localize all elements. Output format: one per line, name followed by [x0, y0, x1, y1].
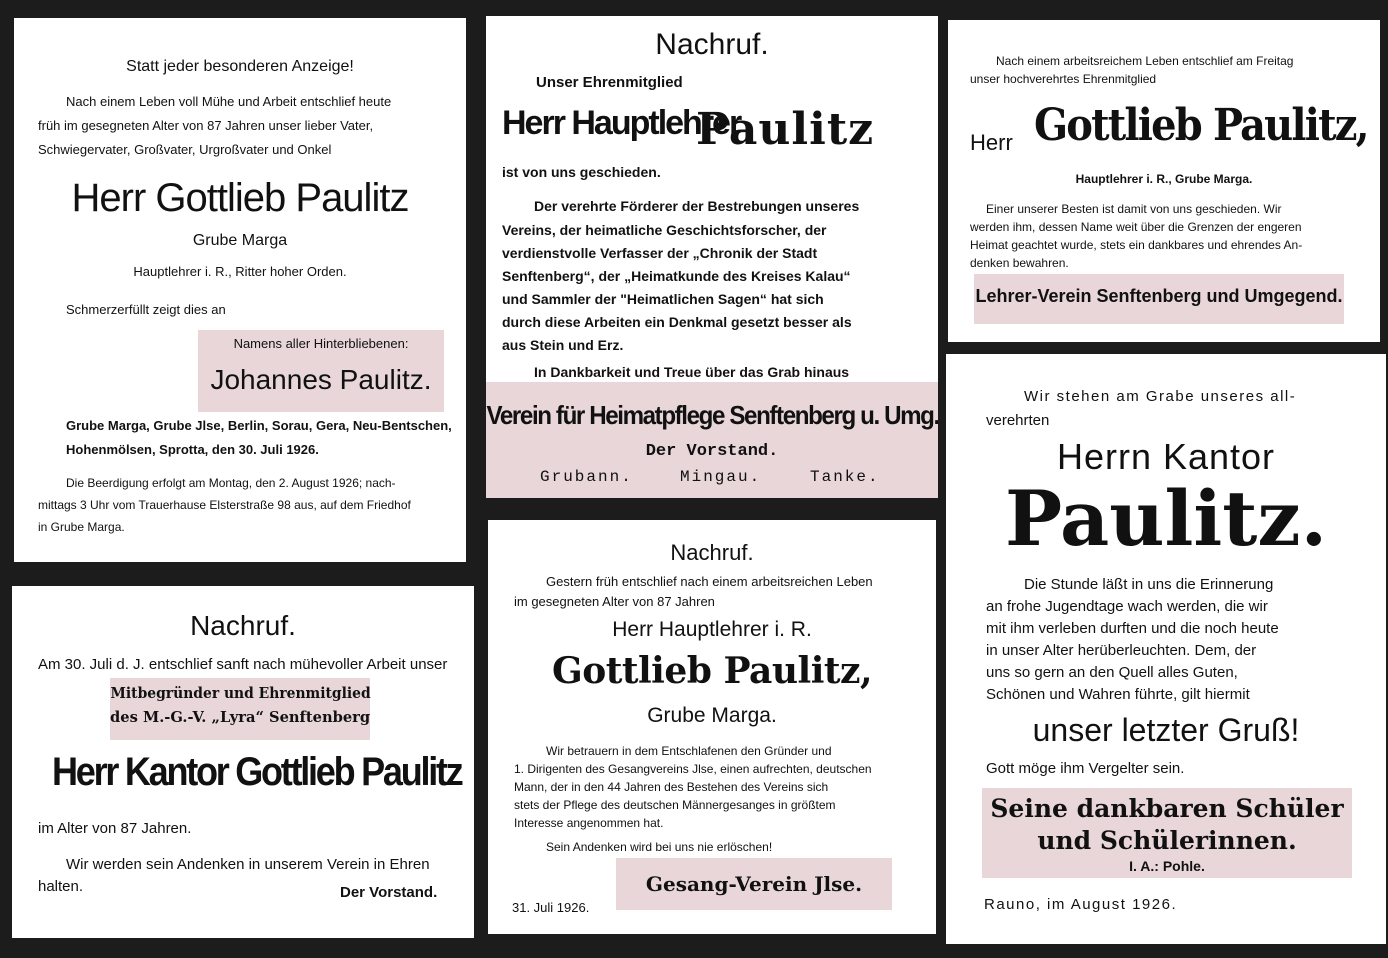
- intro-line: Schwiegervater, Großvater, Urgroßvater und Onkel: [38, 142, 332, 157]
- signer-name: Johannes Paulitz.: [210, 364, 432, 395]
- obituary-gesangverein: [488, 520, 936, 934]
- body-line: durch diese Arbeiten ein Denkmal gesetzt besser als: [502, 314, 852, 330]
- deceased-name: Gottlieb Paulitz,: [1034, 100, 1368, 151]
- announce-line: Schmerzerfüllt zeigt dies an: [66, 302, 226, 317]
- rank: Hauptlehrer i. R., Grube Marga.: [1075, 172, 1253, 186]
- deceased-name: Gottlieb Paulitz,: [551, 650, 873, 692]
- places-line: Hohenmölsen, Sprotta, den 30. Juli 1926.: [66, 442, 319, 457]
- body-line: Interesse angenommen hat.: [514, 816, 664, 830]
- herrn-kantor: Herrn Kantor: [1056, 436, 1276, 477]
- greeting-line: unser letzter Gruß!: [1032, 712, 1300, 748]
- intro-line: Nach einem Leben voll Mühe und Arbeit entschlief heute: [66, 94, 392, 109]
- board-line: Der Vorstand.: [645, 442, 779, 461]
- club-name: Lehrer-Verein Senftenberg und Umgegend.: [975, 286, 1343, 306]
- signer: Grubann.: [540, 468, 633, 486]
- intro-line: Nach einem arbeitsreichem Leben entschlief am Freitag: [996, 54, 1294, 68]
- rank: Herr Hauptlehrer i. R.: [612, 618, 812, 641]
- gone-line: ist von uns geschieden.: [502, 164, 661, 180]
- body-line: denken bewahren.: [970, 256, 1069, 270]
- body-line: aus Stein und Erz.: [502, 337, 624, 353]
- nachruf-title: Nachruf.: [190, 610, 296, 641]
- body-line: Wir betrauern in dem Entschlafenen den Gründer und: [546, 744, 832, 758]
- body-line: Einer unserer Besten ist damit von uns geschieden. Wir: [986, 202, 1282, 216]
- places-line: Grube Marga, Grube Jlse, Berlin, Sorau, Gera, Neu-Bentschen,: [66, 418, 452, 433]
- funeral-line: Die Beerdigung erfolgt am Montag, den 2. August 1926; nach-: [66, 476, 396, 490]
- thanks-line: In Dankbarkeit und Treue über das Grab hinaus: [534, 364, 850, 380]
- obituary-students: [946, 354, 1386, 944]
- funeral-line: in Grube Marga.: [38, 520, 125, 534]
- place: Grube Marga: [192, 232, 288, 249]
- rank: Hauptlehrer i. R., Ritter hoher Orden.: [133, 264, 347, 279]
- body-line: werden ihm, dessen Name weit über die Grenzen der engeren: [970, 220, 1302, 234]
- ia-line: I. A.: Pohle.: [1129, 858, 1205, 874]
- place: Grube Marga.: [647, 704, 777, 727]
- name-right: Paulitz: [696, 104, 875, 155]
- herr-label: Herr: [970, 130, 1013, 155]
- intro-line: früh im gesegneten Alter von 87 Jahren unser lieber Vater,: [38, 118, 374, 133]
- intro-line: Am 30. Juli d. J. entschlief sanft nach mühevoller Arbeit unser: [38, 656, 448, 673]
- age-line: im Alter von 87 Jahren.: [38, 820, 192, 837]
- name-left: Herr Hauptlehrer: [502, 104, 741, 142]
- body-line: Die Stunde läßt in uns die Erinnerung: [1024, 576, 1274, 593]
- deceased-name: Herr Gottlieb Paulitz: [71, 176, 409, 220]
- announcement-title: Statt jeder besonderen Anzeige!: [126, 58, 354, 75]
- funeral-line: mittags 3 Uhr vom Trauerhause Elsterstraße 98 aus, auf dem Friedhof: [38, 498, 411, 512]
- body-line: Senftenberg“, der „Heimatkunde des Kreises Kalau“: [502, 268, 851, 284]
- body-line: verdienstvolle Verfasser der „Chronik der Stadt: [502, 245, 818, 261]
- students-line: Seine dankbaren Schüler: [990, 794, 1344, 823]
- body-line: Vereins, der heimatliche Geschichtsforscher, der: [502, 222, 827, 238]
- god-line: Gott möge ihm Vergelter sein.: [986, 760, 1185, 777]
- body-line: in unser Alter herüberleuchten. Dem, der: [986, 642, 1257, 659]
- date-line: 31. Juli 1926.: [512, 900, 590, 915]
- place-date-line: Rauno, im August 1926.: [984, 896, 1178, 913]
- body-line: uns so gern an den Quell alles Guten,: [986, 664, 1238, 681]
- board-line: Der Vorstand.: [340, 884, 438, 901]
- intro-line: Gestern früh entschlief nach einem arbeitsreichen Leben: [546, 574, 873, 589]
- member-line: Unser Ehrenmitglied: [536, 74, 683, 91]
- nachruf-title: Nachruf.: [655, 28, 769, 61]
- obituary-lyra: [12, 586, 474, 938]
- intro-line: im gesegneten Alter von 87 Jahren: [514, 594, 715, 609]
- body-line: mit ihm verleben durften und die noch heute: [986, 620, 1279, 637]
- body-line: Der verehrte Förderer der Bestrebungen unseres: [534, 198, 860, 214]
- intro-line: verehrten: [986, 412, 1050, 429]
- deceased-name: Herr Kantor Gottlieb Paulitz: [52, 750, 462, 794]
- body-line: Wir werden sein Andenken in unserem Verein in Ehren: [66, 856, 430, 873]
- nachruf-title: Nachruf.: [670, 540, 754, 565]
- body-line: Schönen und Wahren führte, gilt hiermit: [986, 686, 1250, 703]
- body-line: Mann, der in den 44 Jahren des Bestehen des Vereins sich: [514, 780, 829, 794]
- deceased-name: Paulitz.: [1004, 474, 1328, 563]
- obituary-family: [14, 18, 466, 562]
- students-line: und Schülerinnen.: [1037, 826, 1297, 855]
- intro-line: unser hochverehrtes Ehrenmitglied: [970, 72, 1157, 86]
- intro-line: Wir stehen am Grabe unseres all-: [1024, 388, 1297, 405]
- memory-line: Sein Andenken wird bei uns nie erlöschen!: [546, 840, 773, 854]
- signer: Tanke.: [810, 468, 880, 486]
- club-name: Gesang-Verein Jlse.: [645, 872, 863, 896]
- obituary-lehrerverein: [948, 20, 1380, 342]
- body-line: und Sammler der "Heimatlichen Sagen“ hat sich: [502, 291, 824, 307]
- namens-line: Namens aller Hinterbliebenen:: [233, 336, 409, 351]
- body-line: Heimat geachtet wurde, stets ein dankbares und ehrendes An-: [970, 238, 1303, 252]
- obituary-heimatpflege: [486, 16, 938, 498]
- body-line: an frohe Jugendtage wach werden, die wir: [986, 598, 1268, 615]
- body-line: stets der Pflege des deutschen Männergesanges in größtem: [514, 798, 836, 812]
- body-line: halten.: [38, 878, 84, 895]
- role-line: Mitbegründer und Ehrenmitglied: [110, 684, 371, 702]
- club-name: Verein für Heimatpflege Senftenberg u. Umg.: [486, 400, 938, 430]
- signer: Mingau.: [680, 468, 762, 486]
- body-line: 1. Dirigenten des Gesangvereins Jlse, einen aufrechten, deutschen: [514, 762, 872, 776]
- role-line: des M.-G.-V. „Lyra“ Senftenberg: [110, 708, 371, 726]
